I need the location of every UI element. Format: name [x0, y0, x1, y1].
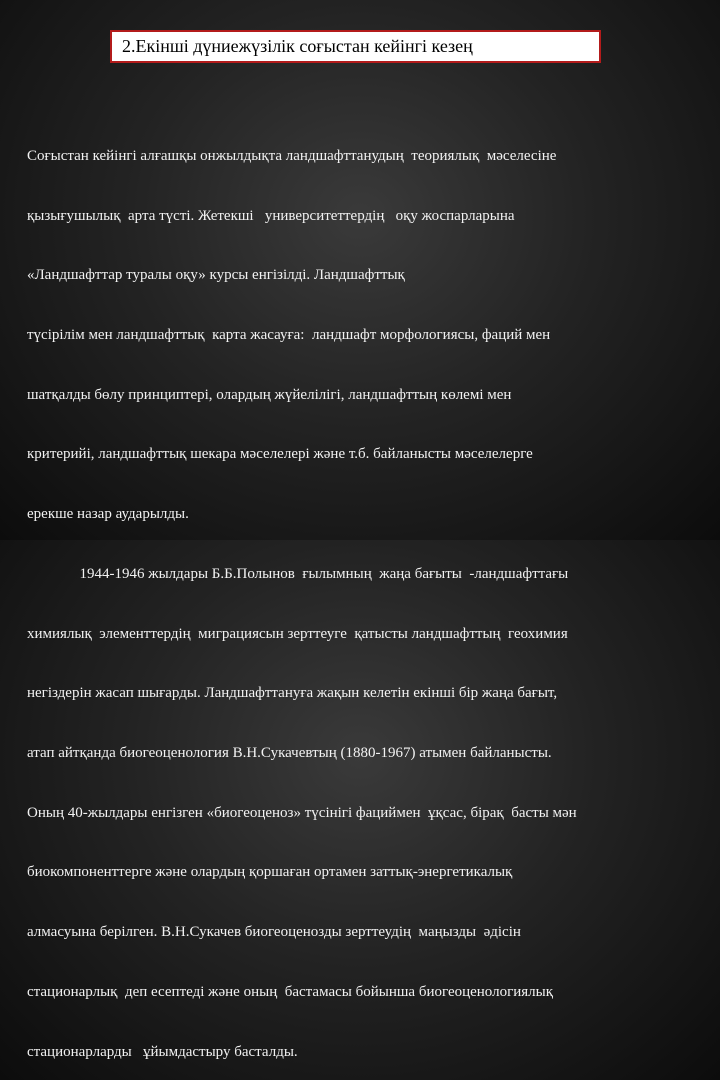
body-line: стационарлық деп есептеді және оның бастамасы бойынша биогеоценологиялық	[27, 983, 554, 1000]
body-line: атап айтқанда биогеоценология В.Н.Сукачевтың (1880-1967) атымен байланысты.	[27, 745, 552, 761]
body-line: Соғыстан кейінгі алғашқы онжылдықта ландшафттанудың теориялық мәселесіне	[27, 147, 557, 164]
body-line: алмасуына берілген. В.Н.Сукачев биогеоценозды зерттеудің маңызды әдісін	[27, 924, 521, 941]
body-line: «Ландшафттар туралы оқу» курсы енгізілді. Ландшафттық	[27, 267, 405, 284]
body-text	[27, 107, 699, 1080]
body-line: шатқалды бөлу принциптері, олардың жүйелілігі, ландшафттың көлемі мен	[27, 386, 512, 403]
body-line: биокомпоненттерге және олардың қоршаған ортамен заттық-энергетикалық	[27, 864, 513, 881]
body-line: химиялық элементтердің миграциясын зерттеуге қатысты ландшафттың геохимия	[27, 625, 568, 642]
slide-title: 2.Екінші дүниежүзілік соғыстан кейінгі кезең	[122, 36, 473, 56]
title-box	[110, 30, 601, 63]
body-line: қызығушылық арта түсті. Жетекші университеттердің оқу жоспарларына	[27, 207, 515, 224]
body-line: 1944-1946 жылдары Б.Б.Полынов ғылымның жаңа бағыты -ландшафттағы	[27, 565, 569, 582]
body-line: критерийі, ландшафттық шекара мәселелері және т.б. байланысты мәселелерге	[27, 446, 533, 463]
body-line: түсірілім мен ландшафттық карта жасауға: ландшафт морфологиясы, фаций мен	[27, 326, 551, 343]
body-line: Оның 40-жылдары енгізген «биогеоценоз» түсінігі фациймен ұқсас, бірақ басты мән	[27, 804, 577, 821]
body-line: негіздерін жасап шығарды. Ландшафттануға жақын келетін екінші бір жаңа бағыт,	[27, 685, 558, 702]
body-line: стационарларды ұйымдастыру басталды.	[27, 1043, 298, 1060]
body-line: ерекше назар аударылды.	[27, 506, 189, 523]
